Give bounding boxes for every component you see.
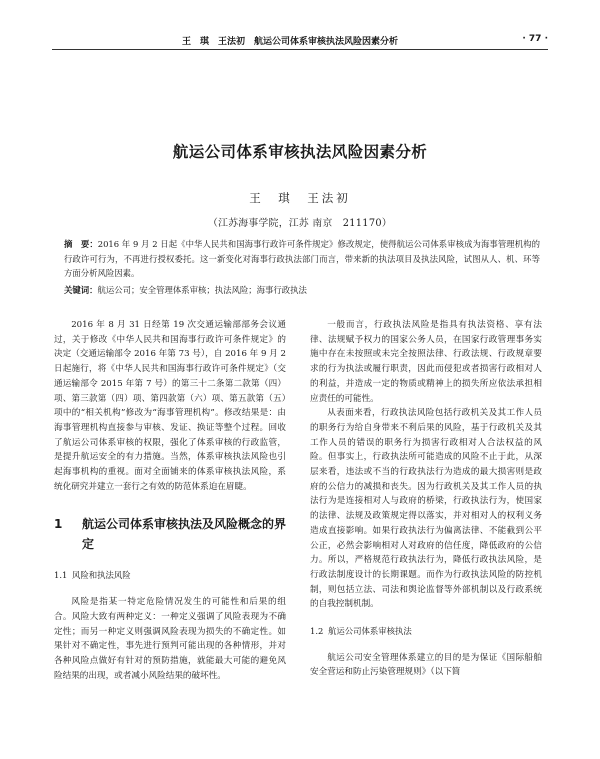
left-column: [54, 318, 286, 683]
subsection-1-2-heading: [310, 624, 542, 639]
subsection-1-2-title: 航运公司体系审核执法: [328, 626, 412, 637]
risk-definition-paragraph: 风险是指某一特定危险情况发生的可能性和后果的组合。风险大致有两种定义：一种定义强调了风险表现为不确定性；而另一种定义则强调风险表现为损失的不确定性。如果针对不确定性，事先进行预判可能出现的各种情形，并对各种风险点做好有针对的预防措施，就能最大可能的避免风险结果的出现，或者减小风险结果的破坏性。: [54, 597, 286, 681]
right-column: [310, 318, 542, 680]
running-header: [52, 33, 548, 50]
abstract: [64, 237, 540, 281]
running-header-authors-title: 王 琪 王法初 航运公司体系审核执法风险因素分析: [182, 37, 399, 47]
section-1-heading: [54, 514, 286, 554]
keywords: [64, 283, 540, 297]
article-affiliation: （江苏海事学院，江苏 南京 211170）: [208, 218, 392, 229]
section-1-number: 1: [54, 517, 63, 532]
keywords-label: 关键词：: [64, 285, 98, 295]
section-1-title: 航运公司体系审核执法及风险概念的界定: [82, 517, 287, 552]
subsection-1-1-heading: [54, 568, 286, 583]
subsection-1-2-number: 1.2: [310, 626, 324, 637]
article-authors: 王 琪 王法初: [249, 191, 351, 205]
article-title: 航运公司体系审核执法风险因素分析: [172, 143, 428, 161]
audit-purpose-paragraph: 航运公司安全管理体系建立的目的是为保证《国际船舶安全营运和防止污染管理规则》（以下简: [310, 652, 542, 678]
abstract-text: 2016 年 9 月 2 日起《中华人民共和国海事行政许可条件规定》修改规定，使得航运公司体系审核成为海事管理机构的行政许可行为，不再进行授权委托。这一新变化对海事行政执法部门而言，带来新的执法项目及执法风险，试图从人、机、环等方面分析风险因素。: [64, 239, 541, 279]
abstract-label: 摘 要：: [64, 239, 98, 249]
page-number: · 77 ·: [522, 34, 548, 44]
intro-paragraph: 2016 年 8 月 31 日经第 19 次交通运输部部务会议通过，关于修改《中华人民共和国海事行政许可条件规定》的决定（交通运输部令 2016 年第 73 号），自 2016 年 9 月 2 日起施行，将《中华人民共和国海事行政许可条件规定》（交通运输部令 2015 年第 7 号）的第三十二条第二款第（四）项、第三款第（四）项、第四款第（六）项、第五款第（五）项中的“相关机构”修改为“海事管理机构”。修改结果是：由海事管理机构直接参与审核、发证、换证等整个过程。回收了航运公司体系审核的权限，强化了体系审核的行政监管，是提升航运安全的有力措施。当然，体系审核执法风险也引起海事机构的重视。面对全面铺来的体系审核执法风险，系统化研究并建立一套行之有效的防范体系迫在眉睫。: [54, 320, 286, 492]
keywords-text: 航运公司；安全管理体系审核；执法风险；海事行政执法: [97, 285, 307, 295]
subsection-1-1-title: 风险和执法风险: [72, 570, 131, 581]
title-block: [0, 140, 600, 229]
surface-analysis-paragraph: 从表面来看，行政执法风险包括行政机关及其工作人员的职务行为给自身带来不利后果的风险，基于行政机关及其工作人员的错误的职务行为损害行政相对人合法权益的风险。但事实上，行政执法所可能造成的风险不止于此，从深层来看，违法或不当的行政执法行为造成的最大损害则是政府的公信力的减损和丧失。因为行政机关及其工作人员的执法行为是连接相对人与政府的桥梁，行政执法行为，使国家的法律、法规及政策规定得以落实，并对相对人的权利义务造成直接影响。如果行政执法行为偏离法律、不能截到公平公正，必然会影响相对人对政府的信任度，降低政府的公信力。所以，严格规范行政执法行为，降低行政执法风险，是行政法制度设计的长期课题。而作为行政执法风险的防控机制，则包括立法、司法和舆论监督等外部机制以及行政系统的自我控制机制。: [310, 408, 542, 610]
enforcement-risk-paragraph: 一般而言，行政执法风险是指具有执法资格、享有法律、法规赋予权力的国家公务人员，在国家行政管理事务实施中存在未按照或未完全按照法律、行政法规、行政规章要求的行为执法或履行职责，因此而侵犯或者损害行政相对人的利益，并造成一定的物质或精神上的损失所应依法承担相应责任的可能性。: [310, 320, 542, 404]
subsection-1-1-number: 1.1: [54, 570, 68, 581]
